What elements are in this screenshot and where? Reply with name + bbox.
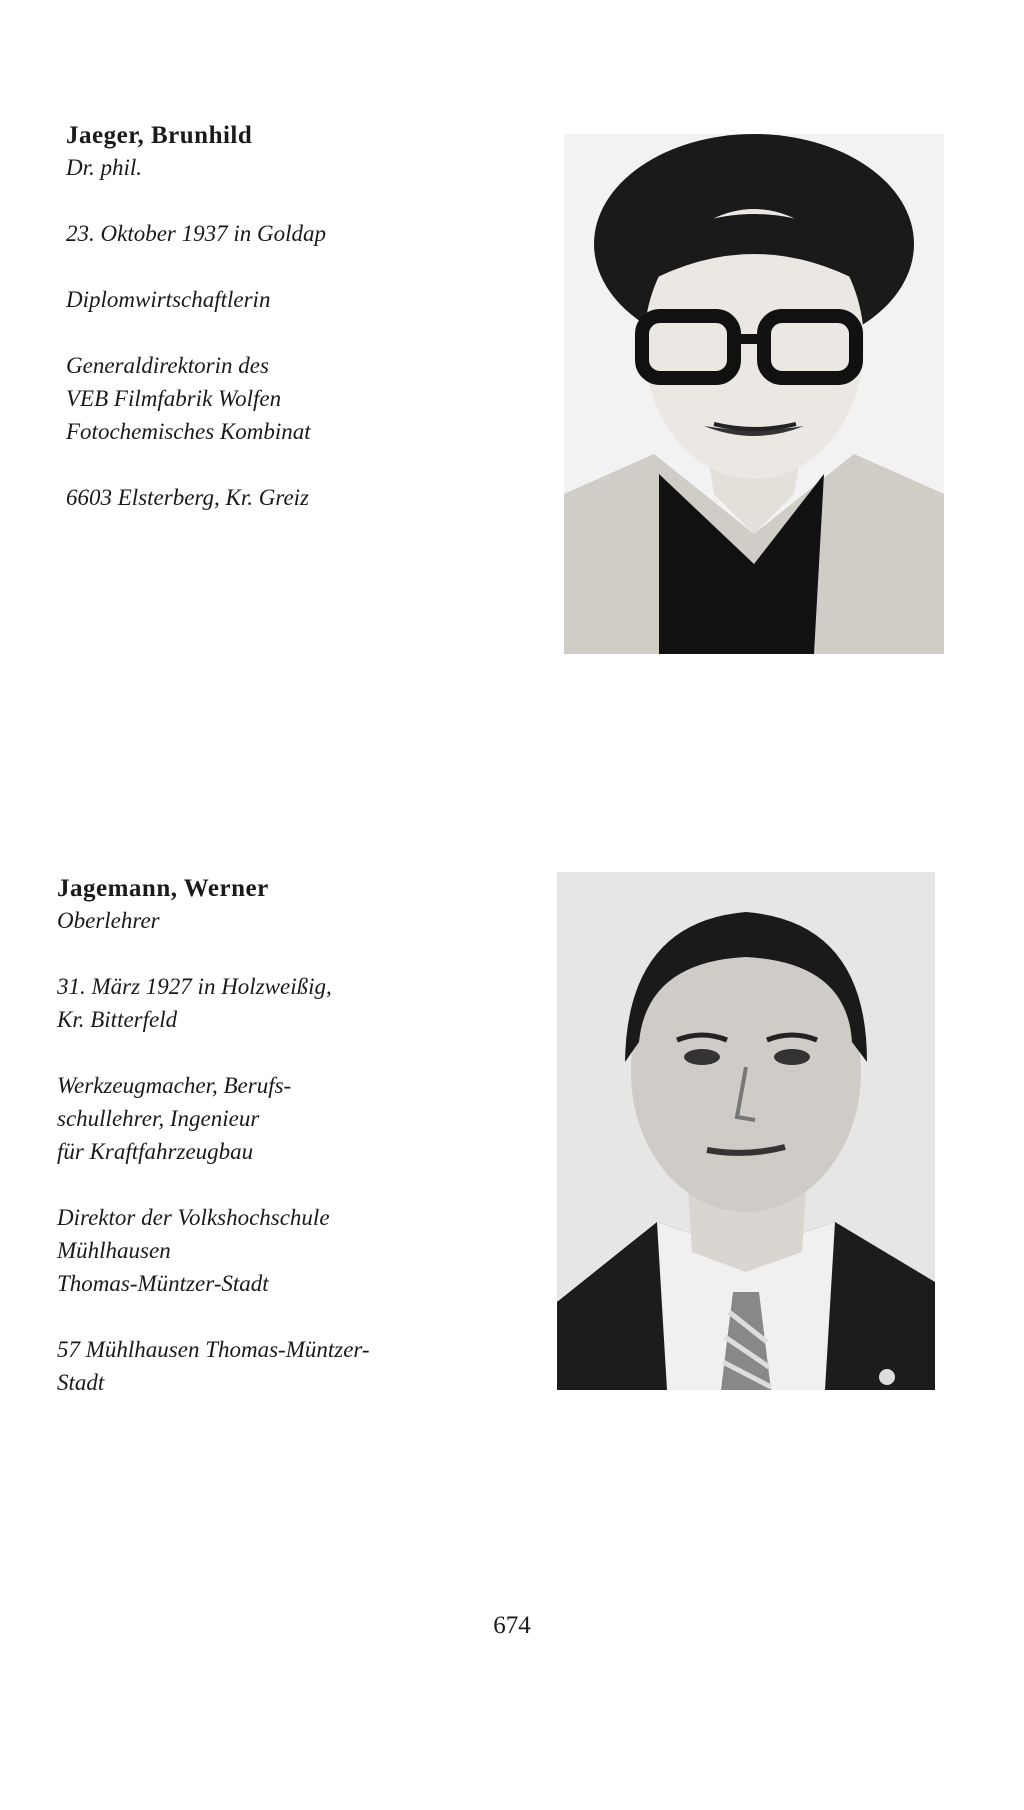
entry-birth: 31. März 1927 in Holzweißig, (57, 974, 332, 999)
entry-name: Jagemann, Werner (57, 875, 269, 902)
entry-title: Oberlehrer (57, 908, 160, 933)
page-number: 674 (493, 1612, 531, 1639)
entry-position-line: Fotochemisches Kombinat (66, 419, 311, 444)
entry-position-line: Direktor der Volkshochschule (57, 1205, 330, 1230)
portrait-photo (557, 872, 935, 1390)
entry-profession: schullehrer, Ingenieur (57, 1106, 260, 1131)
entry-profession: für Kraftfahrzeugbau (57, 1139, 254, 1164)
entry-position-line: VEB Filmfabrik Wolfen (66, 386, 282, 411)
entry-position-line: Mühlhausen (57, 1238, 171, 1263)
entry-birth: Kr. Bitterfeld (57, 1007, 178, 1032)
portrait-woman-glasses-icon (564, 134, 944, 654)
entry-birth: 23. Oktober 1937 in Goldap (66, 221, 327, 246)
entry-position-line: Thomas-Müntzer-Stadt (57, 1271, 269, 1296)
portrait-photo (564, 134, 944, 654)
portrait-man-tie-icon (557, 872, 935, 1390)
entry-address: 57 Mühlhausen Thomas-Müntzer- (57, 1337, 370, 1362)
entry-jaeger (66, 121, 536, 514)
entry-jagemann (57, 874, 527, 1399)
entry-position-line: Generaldirektorin des (66, 353, 269, 378)
entry-address: Stadt (57, 1370, 105, 1395)
entry-name: Jaeger, Brunhild (66, 122, 253, 149)
entry-address: 6603 Elsterberg, Kr. Greiz (66, 485, 309, 510)
entry-profession: Werkzeugmacher, Berufs- (57, 1073, 292, 1098)
entry-profession: Diplomwirtschaftlerin (66, 287, 271, 312)
entry-title: Dr. phil. (66, 155, 143, 180)
